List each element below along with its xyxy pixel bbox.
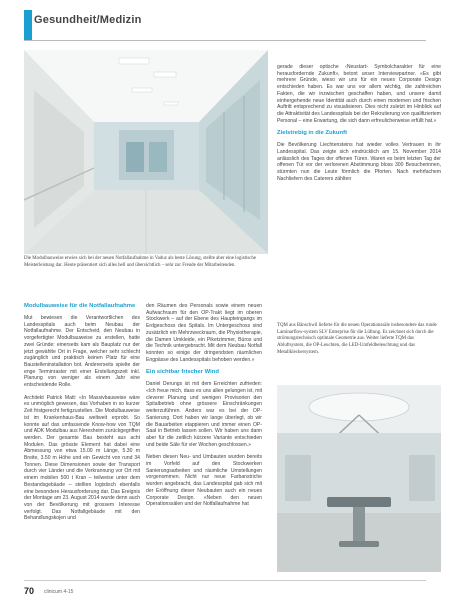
op-photo-caption: TQM aus Bänschwil lieferte für die neuen Operationssäle insbesondere das runde Laminarflow-system SLV Enterprise für die Lüftung. Es zeichnet sich durch die strömungstechnisch optimale Geometrie aus. Weiter lieferte TQM das Abluftsystem, die OP-Leuchten, die LED-Umfeldbeleuchtung und das Metallkleckersystem. [277, 323, 437, 355]
text-column-3 [277, 64, 441, 189]
paragraph: Mut bewiesen die Verantwortlichen des Landesspitals auch beim Neubau der Notfallaufnahme. Der Entscheid, den Neubau in vorgefertigter Modulbauweise zu erstellen, hatte zwei Gründe: einerseits kam als Bauplatz nur der jetzt gewählte Ort in Frage, welcher sehr schlecht zugänglich und praktisch keinen Platz für eine Baustelleninstallation bot. Andererseits spielte der enge Terminraster mit einer Erstellungszeit inkl. Planung von weniger als einem Jahr eine entscheidende Rolle. [24, 315, 140, 389]
main-photo-caption: Die Modulbauweise erwies sich bei der neuen Notfallaufnahme in Vaduz als beste Lösung, stellte aber eine logistische Meisterleistung dar. Heute präsentiert sich alles hell und übersichtlich – sehr zur Freude der Mitarbeitenden. [24, 256, 257, 268]
publication-name: clinicum 4-15 [44, 589, 74, 595]
page-number: 70 [24, 586, 35, 596]
section-heading-zukunft: Zielstrebig in die Zukunft [277, 130, 348, 137]
hospital-corridor-photo [24, 50, 268, 254]
section-heading-frischer-wind: Ein sichtbar frischer Wind [146, 369, 219, 376]
paragraph: Die Bevölkerung Liechtensteins hat wieder volles Vertrauen in ihr Landesspital. Das zeigte sich eindrücklich am 15. November 2014 anlässlich des Tages der offenen Türen. Waren es beim letzten Tag der offenen Tür vor der verlorenen Abstimmung bloss 300 Besucherinnen, stürmten nun die Leute förmlich die Pforten. Nach mehrfachem Nachliefern des Caterers zählten [277, 142, 441, 182]
text-column-2 [146, 303, 262, 514]
paragraph: den Räumen des Personals sowie einem neuen Aufwachraum für den OP-Trakt liegt im oberen Stockwerk – auf der Ebene des Haupteingangs im Erdgeschoss des Spitals. Im Untergeschoss sind zusätzlich ein Mehrzweckraum, die Physiotherapie, die Damen Umkleide, ein Piketzimmer, Büros und die Technik untergebracht. Mit dem Neubau Notfall konnten so einige der dringendsten räumlichen Engpässe des Landesspitals behoben werden.» [146, 303, 262, 363]
operating-room-photo [277, 385, 441, 572]
footer-rule [24, 580, 426, 581]
paragraph: gerade dieser optische ‹Neustart› Symbolcharakter für eine herausfordernde Zukunft», betont unser Interviewpartner. «Es gibt mehrere Gründe, wieso wir uns für ein neues Corporate Design entschieden haben. Es war uns vor allem wichtig, die zahlreichen Fakten, die wir inzwischen geschaffen haben, und unsere damit einhergehende neue Identität auch durch einen modernen und frischen Auftritt entsprechend zu visualisieren. Dies nicht zuletzt im Hinblick auf die Attraktivität des Landesspitals bei der Rekrutierung von qualifiziertem Personal – eine Erwartung, die sich dann erfreulicherweise erfüllt hat.» [277, 64, 441, 124]
section-title: Gesundheit/Medizin [34, 14, 142, 26]
text-column-1 [24, 303, 140, 528]
paragraph: Architekt Patrick Matt: «In Massivbauweise wäre es unmöglich gewesen, das Vorhaben in so kurzer Zeit fristgerecht fertigzustellen. Die Modulbauweise ist im Krankenhaus-Bau weltweit erprobt. So konnte auf das umfassende Know-how von TQM und ADK Modulbau aus Neresheim zurückgegriffen werden. Der gesamte Bau besteht aus acht Modulen. Das grösste Element hat dabei eine Abmessung von etwa 15.00 m Länge, 5.30 m Breite, 3.50 m Höhe und ein Gewicht von rund 34 Tonnen. Diese Dimensionen sowie der Transport durch vier Länder und die Verkrannung vor Ort mit einem mobilen 500 t Kran – teilweise unter dem Bestandsgebäude – stellten logistisch ebenfalls eine besondere Herausforderung dar. Das Ereignis der Montage am 23. August 2014 wurde denn auch von der Bevölkerung mit grossem Interesse verfolgt. Das Notfallgebäude mit den Behandlungskojen und [24, 394, 140, 522]
section-heading-modulbau: Modulbauweise für die Notfallaufnahme [24, 303, 136, 309]
paragraph: Daniel Derungs ist mit dem Erreichten zufrieden: «Ich freue mich, dass es uns allen gelungen ist, mit cleverer Planung und wenigen Provisorien den Spitalbetrieb ohne grössere Einschränkungen weiterzuführen. Anders war es bei der OP-Sanierung. Dort haben wir lange überlegt, ob wir die Bauarbeiten etappieren und immer einen OP-Saal in Betrieb lassen sollen. Wir haben uns dann aber für die zeitlich kürzere Variante entschieden und beide Säle für vier Wochen geschlossen.» [146, 381, 262, 448]
section-color-bar [24, 10, 32, 40]
paragraph: Neben diesen Neu- und Umbauten wurden bereits im Vorfeld auf den Stockwerken Sanierungsarbeiten und räumliche Umstellungen vorgenommen. Nicht nur neue Farbanstriche wurden angebracht, das Landesspital gab sich mit der Eröffnung dieser Neubauten auch ein neues Corporate Design. «Neben den neuen Operationssälen und der Notfallaufnahme hat [146, 454, 262, 508]
header-rule [24, 40, 426, 41]
